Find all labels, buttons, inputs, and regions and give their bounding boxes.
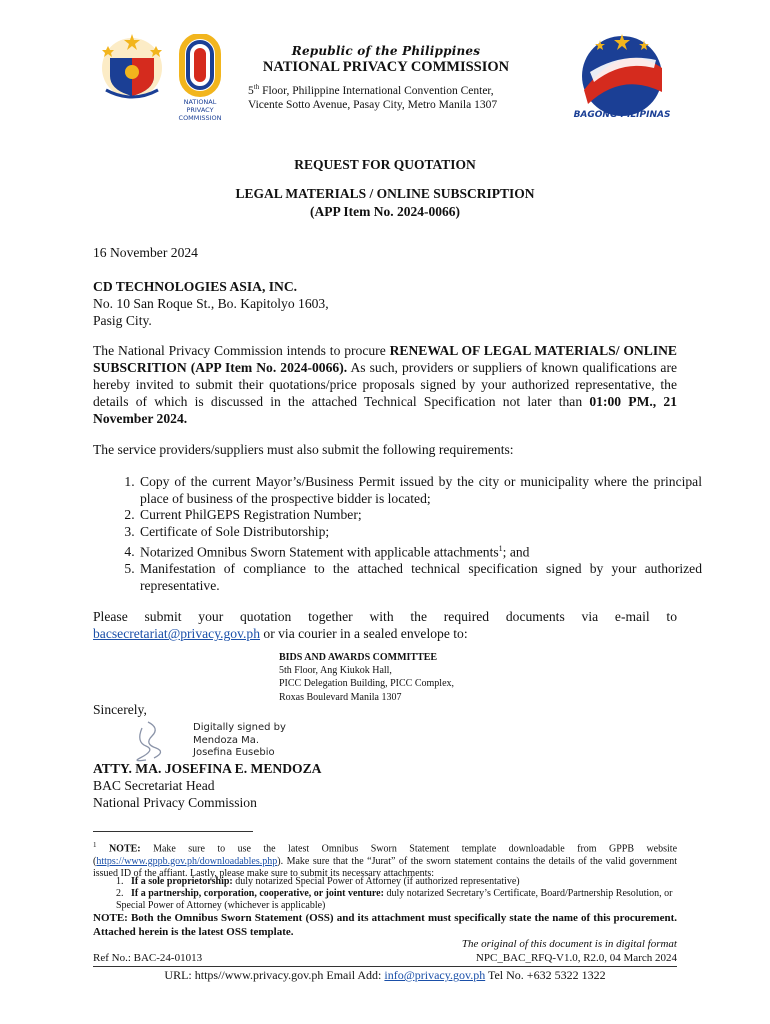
- intro-text-c: As such, providers or suppliers of known qualifications are hereby invited to submit their quotations/price proposals signed by your authorized representative, the details of which is discussed in the attached Technical Specification not later than: [93, 360, 678, 409]
- footnote-ref: 1: [498, 543, 503, 553]
- list-item: 2. Current PhilGEPS Registration Number;: [138, 507, 702, 524]
- intro-text-a: The National Privacy Commission intends to procure: [93, 343, 390, 358]
- republic-heading: Republic of the Philippines: [291, 44, 481, 58]
- bac-address-3: Roxas Boulevard Manila 1307: [279, 691, 402, 703]
- bac-email-link[interactable]: bacsecretariat@privacy.gov.ph: [93, 626, 261, 641]
- philippine-seal-icon: [96, 30, 168, 102]
- intro-paragraph: [93, 342, 677, 427]
- req4-text: Notarized Omnibus Sworn Statement with applicable attachments: [140, 544, 499, 560]
- bac-address-1: 5th Floor, Ang Kiukok Hall,: [279, 665, 392, 677]
- recipient-block: [93, 278, 677, 329]
- requirements-list: [114, 474, 702, 594]
- npc-logo-text-3: COMMISSION: [178, 114, 222, 122]
- reference-number: Ref No.: BAC-24-01013: [93, 952, 203, 964]
- submit-paragraph-line1: Please submit your quotation together with the required documents via e-mail to: [93, 609, 677, 624]
- requirements-intro: The service providers/suppliers must also submit the following requirements:: [93, 442, 514, 457]
- address-floor-sup: th: [253, 83, 260, 91]
- page-footer: [0, 968, 770, 983]
- closing: Sincerely,: [93, 702, 147, 717]
- footnote-item-2-label: If a partnership, corporation, cooperative, or joint venture:: [131, 888, 384, 899]
- handwritten-signature-icon: [116, 718, 176, 764]
- intro-procurement-title: RENEWAL OF LEGAL MATERIALS/ ONLINE SUBSCRITION (APP Item No. 2024-0066).: [93, 343, 677, 375]
- address-line-1: Floor, Philippine International Convention Center,: [259, 84, 494, 97]
- digital-signature-line-3: Josefina Eusebio: [193, 747, 275, 758]
- document-title: REQUEST FOR QUOTATION: [294, 157, 476, 172]
- recipient-address-2: Pasig City.: [93, 313, 152, 328]
- list-item: 5. Manifestation of compliance to the attached technical specification signed by your authorized representative.: [138, 561, 702, 594]
- footnote: [93, 839, 677, 881]
- npc-logo-caption: [172, 98, 228, 122]
- address-line-2: Vicente Sotto Avenue, Pasay City, Metro Manila 1307: [248, 98, 498, 111]
- bac-title: BIDS AND AWARDS COMMITTEE: [279, 652, 438, 663]
- footnote-text-a: Make sure to use the latest Omnibus Sworn Statement template downloadable from GPPB website (: [93, 843, 678, 867]
- footer-divider: [93, 966, 677, 967]
- footnote-divider: [93, 831, 253, 832]
- intro-deadline: 01:00 PM., 21 November 2024.: [93, 394, 677, 426]
- footnote-item-1-text: duly notarized Special Power of Attorney (if authorized representative): [232, 876, 520, 887]
- list-item: 3. Certificate of Sole Distributorship;: [138, 524, 702, 541]
- signatory-office: National Privacy Commission: [93, 795, 257, 810]
- footnote-item-1: [116, 876, 676, 888]
- npc-logo-text-1: NATIONAL: [183, 98, 217, 106]
- submit-paragraph-line2: [93, 625, 677, 642]
- footer-email-link[interactable]: info@privacy.gov.ph: [384, 968, 486, 982]
- footnote-item-1-label: If a sole proprietorship:: [131, 876, 233, 887]
- agency-name: NATIONAL PRIVACY COMMISSION: [262, 59, 510, 75]
- letterhead: [248, 44, 548, 112]
- footnote-item-2-text: duly notarized Secretary’s Certificate, Board/Partnership Resolution, or Special Power of Attorney (whichever is applicable): [116, 888, 673, 912]
- signatory-name: ATTY. MA. JOSEFINA E. MENDOZA: [93, 761, 322, 776]
- digital-signature-line-1: Digitally signed by: [193, 722, 286, 733]
- bagong-pilipinas-text: BAGONG PILIPINAS: [573, 110, 671, 120]
- document-subject: LEGAL MATERIALS / ONLINE SUBSCRIPTION: [235, 186, 535, 201]
- recipient-name: CD TECHNOLOGIES ASIA, INC.: [93, 279, 298, 294]
- recipient-address-1: No. 10 San Roque St., Bo. Kapitolyo 1603,: [93, 296, 329, 311]
- gppb-link[interactable]: https://www.gppb.gov.ph/downloadables.php: [96, 855, 278, 867]
- footnote-item-2-num: 2.: [116, 888, 124, 899]
- footnote-item-1-num: 1.: [116, 876, 124, 887]
- address-floor-num: 5: [248, 84, 254, 97]
- app-item-number: (APP Item No. 2024-0066): [310, 204, 460, 219]
- footer-tel: Tel No. +632 5322 1322: [485, 968, 606, 982]
- letter-date: 16 November 2024: [93, 245, 198, 260]
- submit-text-b: or via courier in a sealed envelope to:: [260, 626, 468, 641]
- list-item: 1. Copy of the current Mayor’s/Business Permit issued by the city or municipality where the principal place of business of the prospective bidder is located;: [138, 474, 702, 507]
- footer-url: URL: https//www.privacy.gov.ph Email Add:: [164, 968, 385, 982]
- signatory-position: BAC Secretariat Head: [93, 778, 215, 793]
- footnote-item-2: [116, 888, 676, 913]
- signatory-block: [93, 760, 677, 811]
- footnote-note-label: NOTE:: [108, 843, 141, 855]
- form-version: NPC_BAC_RFQ-V1.0, R2.0, 04 March 2024: [475, 952, 677, 964]
- footnote-marker: 1: [93, 841, 97, 849]
- digital-signature-note: [193, 722, 286, 760]
- req4-end: ; and: [502, 544, 530, 560]
- bac-address-block: [279, 651, 454, 704]
- bac-address-2: PICC Delegation Building, PICC Complex,: [279, 678, 455, 690]
- digital-signature-line-2: Mendoza Ma.: [193, 734, 260, 746]
- digital-original-note: The original of this document is in digital format: [461, 938, 677, 950]
- npc-logo-text-2: PRIVACY: [186, 106, 214, 114]
- oss-note: NOTE: Both the Omnibus Sworn Statement (OSS) and its attachment must specifically state the name of this procurement. Attached herein is the latest OSS template.: [93, 912, 677, 938]
- list-item: [138, 541, 702, 561]
- agency-address: [248, 80, 548, 112]
- footnote-text-b: ). Make sure that the “Jurat” of the sworn statement contains the details of the valid government issued ID of the affiant. Lastly, please make sure to submit its necessary attachments:: [93, 855, 677, 880]
